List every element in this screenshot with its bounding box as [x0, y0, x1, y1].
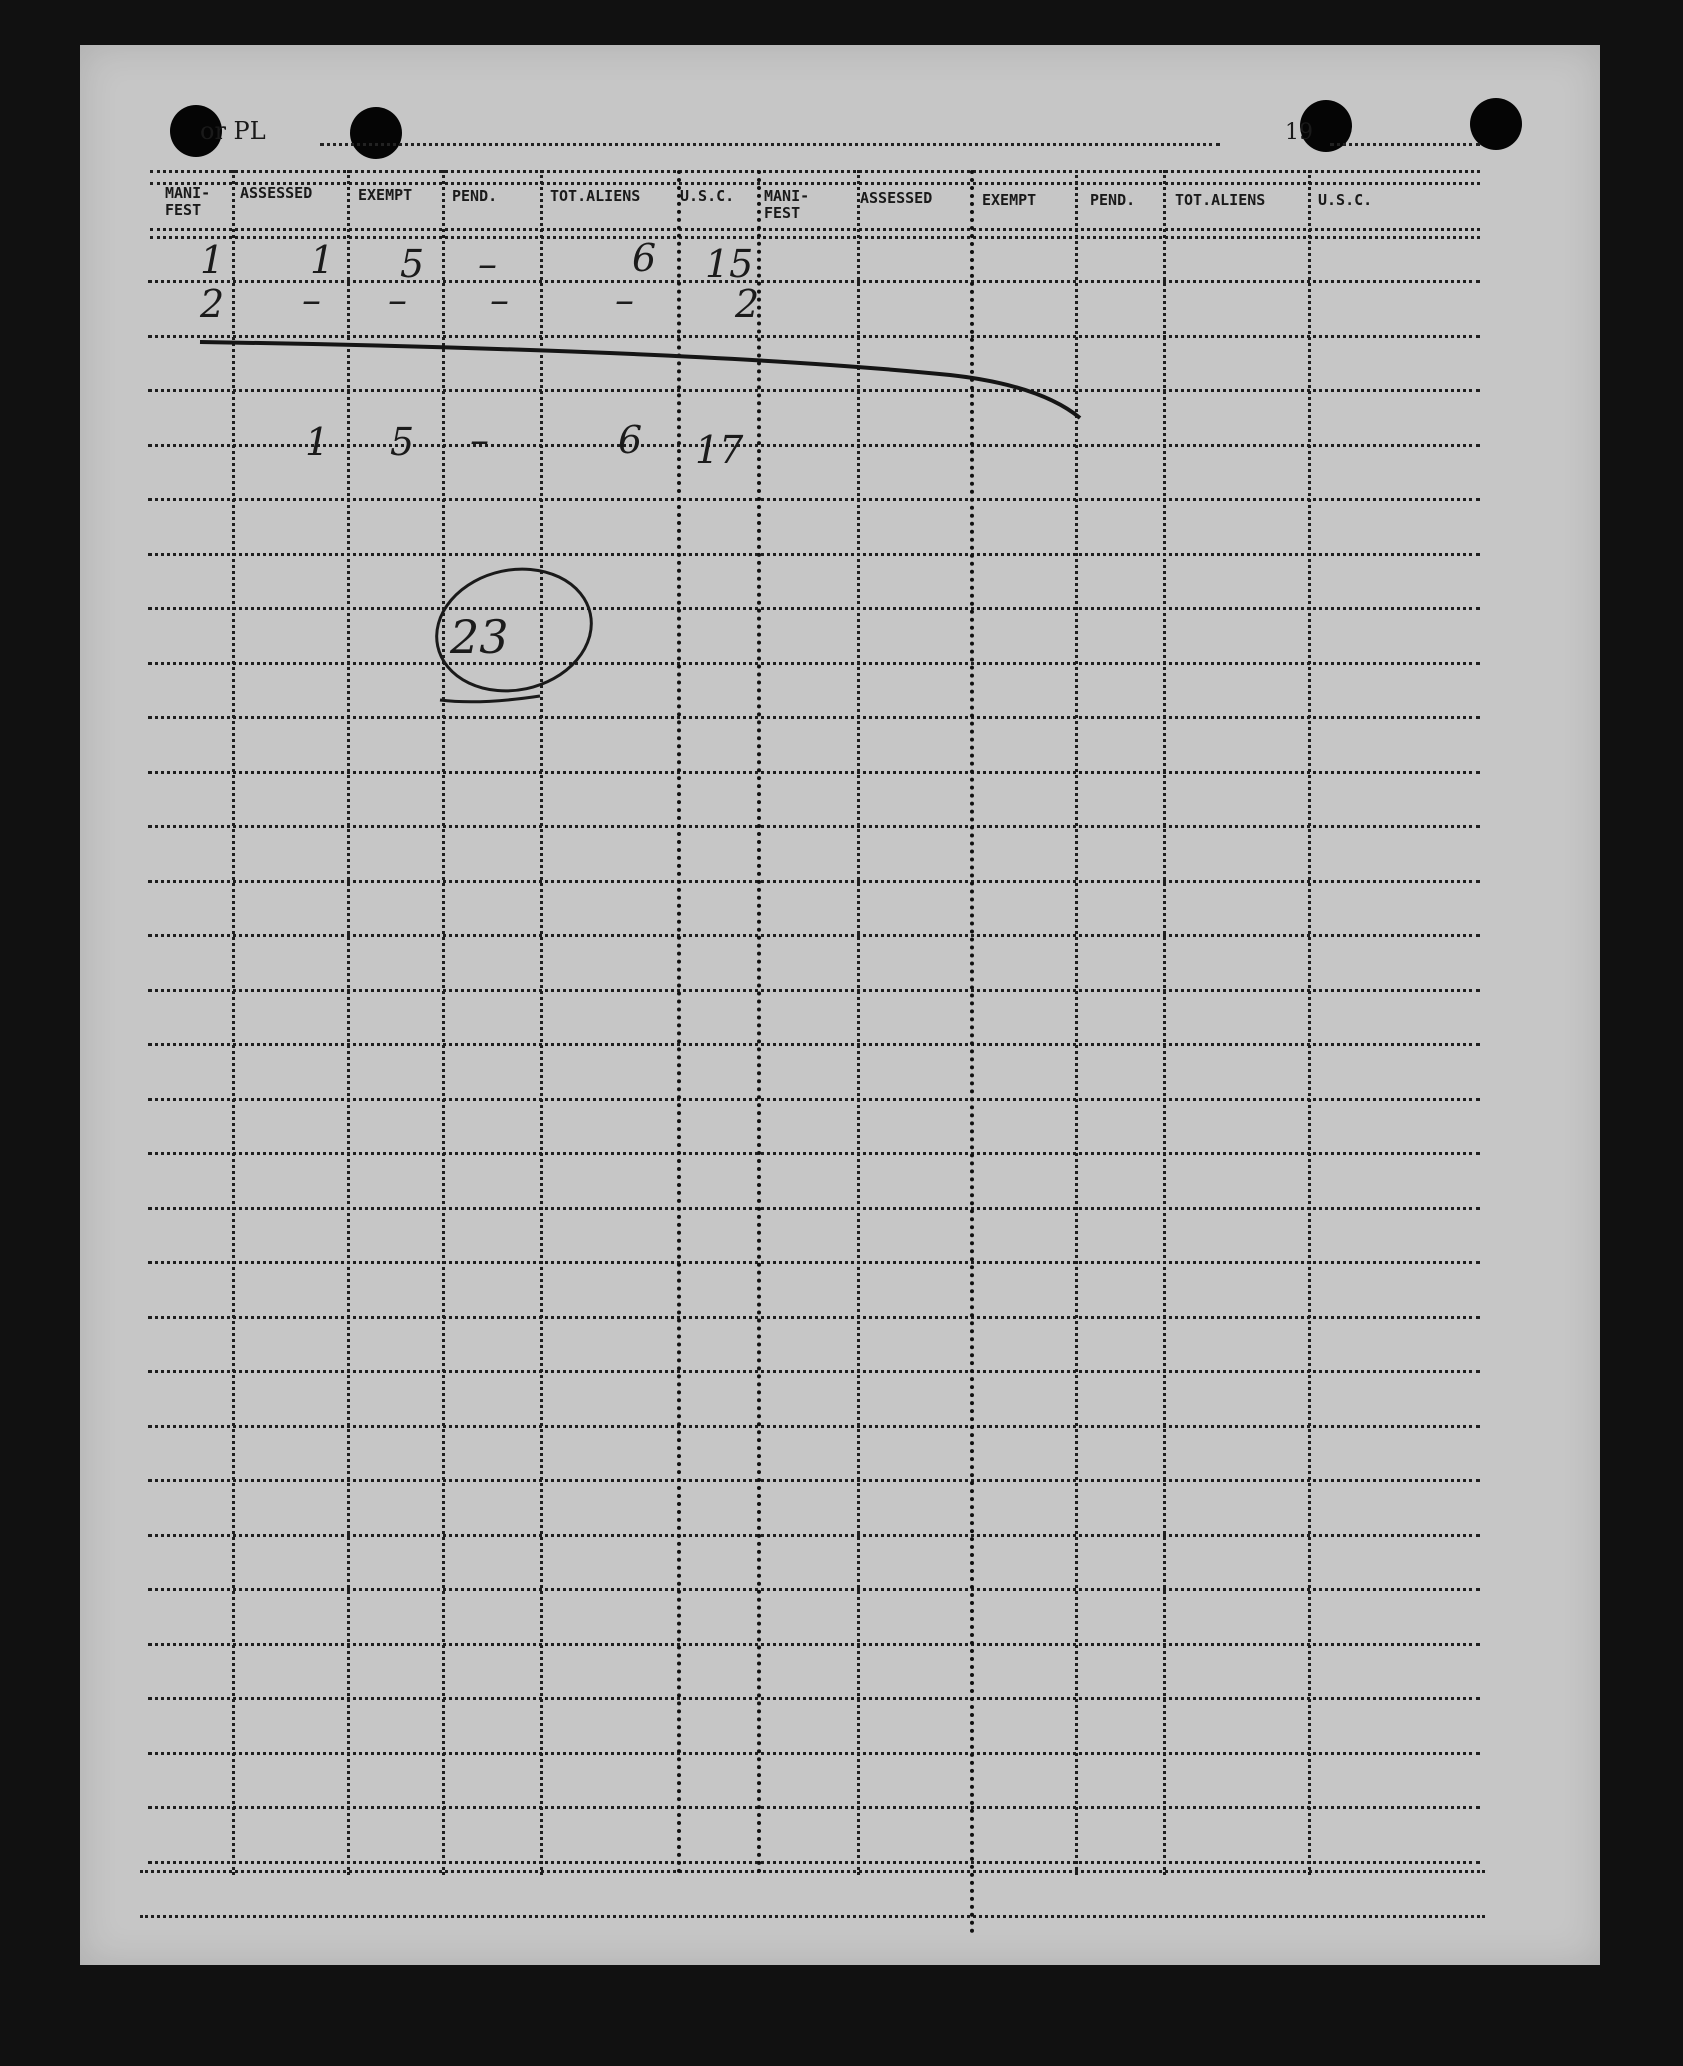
col-header-exempt-2: EXEMPT [982, 191, 1037, 209]
circle-tail-stroke [440, 696, 540, 702]
total-assessed: 1 [305, 420, 330, 464]
total-pend: – [470, 418, 489, 462]
col-header-exempt: EXEMPT [358, 186, 413, 204]
row2-manifest: 2 [200, 282, 225, 326]
col-header-usc: U.S.C. [680, 187, 735, 205]
col-header-usc-2: U.S.C. [1318, 191, 1373, 209]
col-header-tot-aliens-2: TOT.ALIENS [1175, 191, 1266, 209]
total-tot-aliens: 6 [618, 418, 643, 462]
total-underline-stroke [200, 342, 1080, 418]
row2-pend: – [490, 278, 509, 322]
row2-tot-aliens: – [615, 278, 634, 322]
row2-usc: 2 [735, 282, 760, 326]
row1-exempt: 5 [400, 242, 425, 286]
col-header-assessed: ASSESSED [240, 184, 313, 202]
row1-usc: 15 [705, 242, 754, 286]
col-header-pend-2: PEND. [1090, 191, 1136, 209]
circled-number: 23 [450, 610, 509, 664]
form-title-label: or PL [200, 117, 266, 145]
row2-exempt: – [388, 278, 407, 322]
col-header-assessed-2: ASSESSED [860, 189, 933, 207]
row1-assessed: 1 [310, 238, 335, 282]
row1-manifest: 1 [200, 238, 225, 282]
col-header-pend: PEND. [452, 187, 498, 205]
col-header-manifest: MANI- FEST [165, 184, 211, 219]
row2-assessed: – [302, 278, 321, 322]
col-header-tot-aliens: TOT.ALIENS [550, 187, 641, 205]
col-header-manifest-2: MANI- FEST [764, 187, 810, 222]
year-label: 19 [1285, 120, 1313, 145]
row1-tot-aliens: 6 [632, 236, 657, 280]
row1-pend: – [478, 242, 497, 286]
total-exempt: 5 [390, 420, 415, 464]
total-usc: 17 [695, 428, 744, 472]
circle-around-note [425, 555, 603, 705]
